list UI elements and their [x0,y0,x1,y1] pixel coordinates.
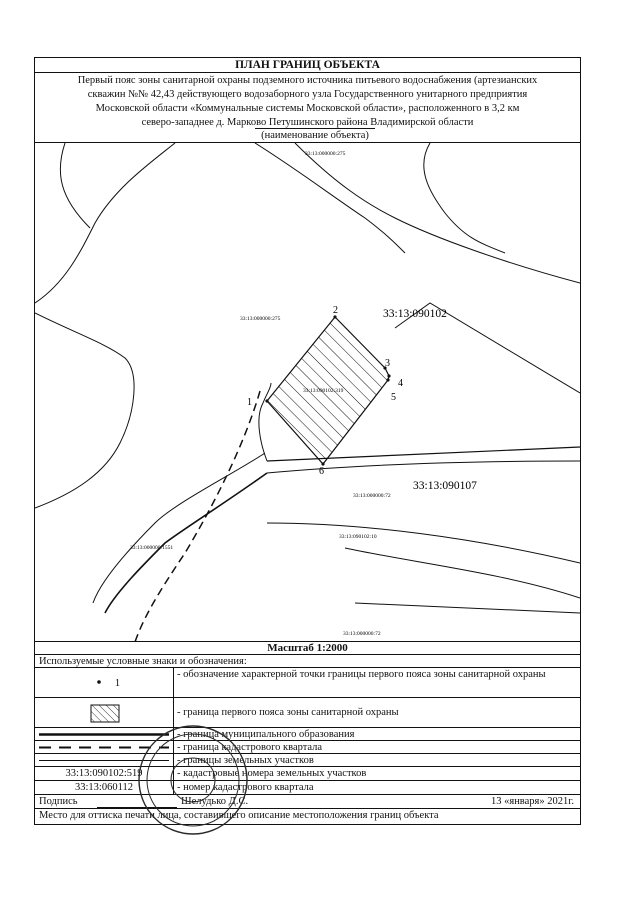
legend-row-quarter [35,741,580,754]
legend-row-quarter-number [35,781,580,795]
legend-title: Используемые условные знаки и обозначения: [35,655,580,668]
boundary-map [35,142,580,642]
point-label: 5 [391,392,396,403]
ravine-line-2 [255,143,405,253]
quarter-label: 33:13:090102 [383,308,447,320]
parcel-label: 33:13:000000:72 [353,493,391,499]
legend-text: - граница первого пояса зоны санитарной охраны [177,707,399,718]
signature-date: 13 «января» 2021г. [490,796,574,807]
point-label: 1 [247,397,252,408]
signature-label: Подпись [39,796,78,807]
legend-text: - граница кадастрового квартала [177,742,323,753]
description-line: Первый пояс зоны санитарной охраны подземного источника питьевого водоснабжения (артезианских [77,75,538,86]
road-upper-edge [267,461,580,473]
point-marker [386,378,389,381]
point-symbol-icon [35,668,173,698]
point-label: 6 [319,466,324,477]
municipal-dashed [135,391,260,642]
parcel-label: 33:13:090102:319 [303,388,344,394]
svg-text:1: 1 [115,678,120,689]
legend-row-zone [35,698,580,728]
parcel-boundary [93,453,265,603]
point-marker [387,374,390,377]
description-line: скважин №№ 42,43 действующего водозаборного узла Государственного унитарного предприятия [87,89,528,100]
legend-text: - номер кадастрового квартала [177,782,314,793]
legend-text: - границы земельных участков [177,755,314,766]
stream-left-upper [35,143,175,303]
parcel-label: 33:13:000000:275 [240,316,281,322]
description-line: Московской области «Коммунальные системы Московской области», расположенного в 3,2 км [95,103,520,114]
point-marker [265,399,268,402]
lower-boundary-right [355,603,580,613]
parcel-label: 33:13:090102:10 [339,534,377,540]
road-lower-edge [267,523,580,563]
legend-row-point [35,668,580,698]
municipal-boundary [105,473,267,613]
round-seal [133,720,253,840]
legend-symbol [35,668,174,697]
point-label: 4 [398,378,403,389]
parcel-left-edge [259,383,271,461]
stream-left-lower [35,313,134,508]
parcel-label: 33:13:000000:1551 [130,545,174,551]
description-line: северо-западнее д. Марково Петушинского района Владимирской области [141,117,474,128]
legend-text: - обозначение характерной точки границы первого пояса зоны санитарной охраны [177,669,546,680]
legend-text: - граница муниципального образования [177,729,355,740]
point-label: 3 [385,358,390,369]
document-frame [34,57,581,825]
ravine-line [295,143,580,283]
stream-left-upper-2 [60,143,90,228]
parcel-label: 33:13:000000:275 [305,151,346,157]
legend-row-parcel-numbers [35,767,580,781]
legend-text: - кадастровые номера земельных участков [177,768,367,779]
description-caption: (наименование объекта) [255,128,375,143]
quarter-label: 33:13:090107 [413,480,477,492]
legend-row-municipal [35,728,580,741]
document-title: ПЛАН ГРАНИЦ ОБЪЕКТА [35,58,580,73]
point-label: 2 [333,305,338,316]
signer-name: Шелудько Д.С. [181,796,249,807]
legend-symbol: 33:13:060112 [35,781,174,794]
legend-symbol: 33:13:090102:519 [35,767,174,780]
stamp-place: Место для оттиска печати лица, составившего описание местоположения границ объекта [39,810,439,821]
signature-row [35,795,580,809]
parcel-label: 33:13:000000:72 [343,631,381,637]
map-scale: Масштаб 1:2000 [35,641,580,655]
legend-row-parcels [35,754,580,767]
